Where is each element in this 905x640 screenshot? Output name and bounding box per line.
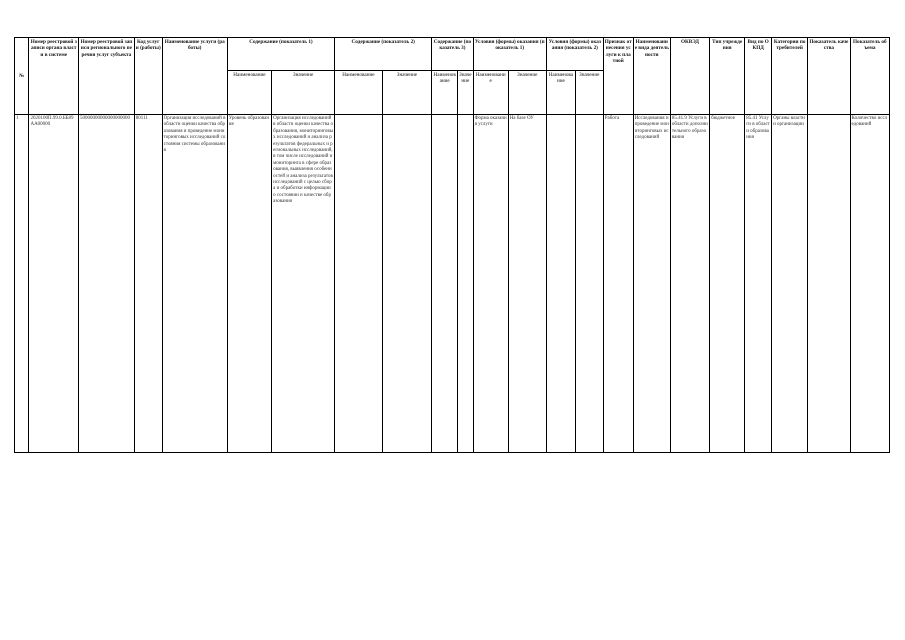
cell-conditions2-name bbox=[546, 115, 575, 453]
cell-regional-list-number: 50000000000000000000 bbox=[79, 115, 135, 453]
header-registry-number: Номер реестровой записи органа власти в системе bbox=[29, 38, 79, 115]
cell-content2-value bbox=[382, 115, 432, 453]
header-content-1: Содержание (показатель 1) bbox=[227, 38, 334, 71]
header-recipient-type: Тип учреждения bbox=[710, 38, 745, 115]
cell-activity-type: Исследования и проведение мониторинговых исследований bbox=[633, 115, 670, 453]
header-quality-indicator: Показатель качества bbox=[808, 38, 850, 115]
subheader-content3-value: Значение bbox=[458, 71, 474, 115]
cell-service-code: 80111 bbox=[134, 115, 162, 453]
cell-okpd: 85.41 Услуги в области образования bbox=[745, 115, 772, 453]
services-table bbox=[14, 37, 890, 453]
cell-content3-value bbox=[458, 115, 474, 453]
cell-content2-name bbox=[335, 115, 383, 453]
header-service-sign: Признак отнесения услуги к платной bbox=[603, 38, 633, 115]
subheader-content3-name: Наименование bbox=[432, 71, 458, 115]
subheader-conditions2-value: Значение bbox=[575, 71, 603, 115]
table-row bbox=[15, 115, 890, 453]
cell-content3-name bbox=[432, 115, 458, 453]
cell-consumer-category: Органы власти и организации bbox=[772, 115, 808, 453]
cell-volume-indicator: Количество исследований bbox=[850, 115, 889, 453]
subheader-content1-name: Наименование bbox=[227, 71, 271, 115]
header-content-2: Содержание (показатель 2) bbox=[335, 38, 432, 71]
cell-recipient-type: бюджетное bbox=[710, 115, 745, 453]
header-volume-indicator: Показатель объема bbox=[850, 38, 889, 115]
cell-conditions1-value: На базе ОУ bbox=[508, 115, 546, 453]
header-okved: ОКВЭД bbox=[670, 38, 709, 115]
subheader-content2-value: Значение bbox=[382, 71, 432, 115]
cell-service-sign: Работа bbox=[603, 115, 633, 453]
header-consumer-category: Категории потребителей bbox=[772, 38, 808, 115]
subheader-content1-value: Значение bbox=[272, 71, 335, 115]
header-conditions-1: Условия (формы) оказания (показатель 1) bbox=[473, 38, 546, 71]
cell-registry-number: 2020100П.99.0.ББ89АА00000 bbox=[29, 115, 79, 453]
cell-okved: 85.41.9 Услуги в области дополнительного образования bbox=[670, 115, 709, 453]
header-num: № bbox=[15, 38, 29, 115]
cell-content1-name: Уровень образования bbox=[227, 115, 271, 453]
subheader-conditions2-name: Наименование bbox=[546, 71, 575, 115]
cell-service-name: Организация исследований в области оценки качества образования и проведение мониторинговых исследований состояния системы образования bbox=[162, 115, 227, 453]
cell-quality-indicator bbox=[808, 115, 850, 453]
header-regional-list-number: Номер реестровой записи регионального перечня услуг субъекта bbox=[79, 38, 135, 115]
header-activity-type: Наименование вида деятельности bbox=[633, 38, 670, 115]
header-conditions-2: Условия (формы) оказания (показатель 2) bbox=[546, 38, 603, 71]
subheader-content2-name: Наименование bbox=[335, 71, 383, 115]
header-okpd: Вид по ОКПД bbox=[745, 38, 772, 115]
header-service-name: Наименование услуги (работы) bbox=[162, 38, 227, 115]
header-service-code: Код услуги (работы) bbox=[134, 38, 162, 115]
cell-conditions2-value bbox=[575, 115, 603, 453]
cell-conditions1-name: Форма оказания услуги bbox=[473, 115, 508, 453]
subheader-conditions1-name: Наименование bbox=[473, 71, 508, 115]
cell-num: 1 bbox=[15, 115, 29, 453]
subheader-conditions1-value: Значение bbox=[508, 71, 546, 115]
cell-content1-value: Организация исследований в области оценки качества образования, мониторинговых исследований и анализа результатов федеральных и региональных исследований, в том числе исследований и мониторинга в сфере образования, выявления особенностей и анализа результатов исследований с целью сбора и обработки информации о состоянии и качестве образования bbox=[272, 115, 335, 453]
header-content-3: Содержание (показатель 3) bbox=[432, 38, 473, 71]
